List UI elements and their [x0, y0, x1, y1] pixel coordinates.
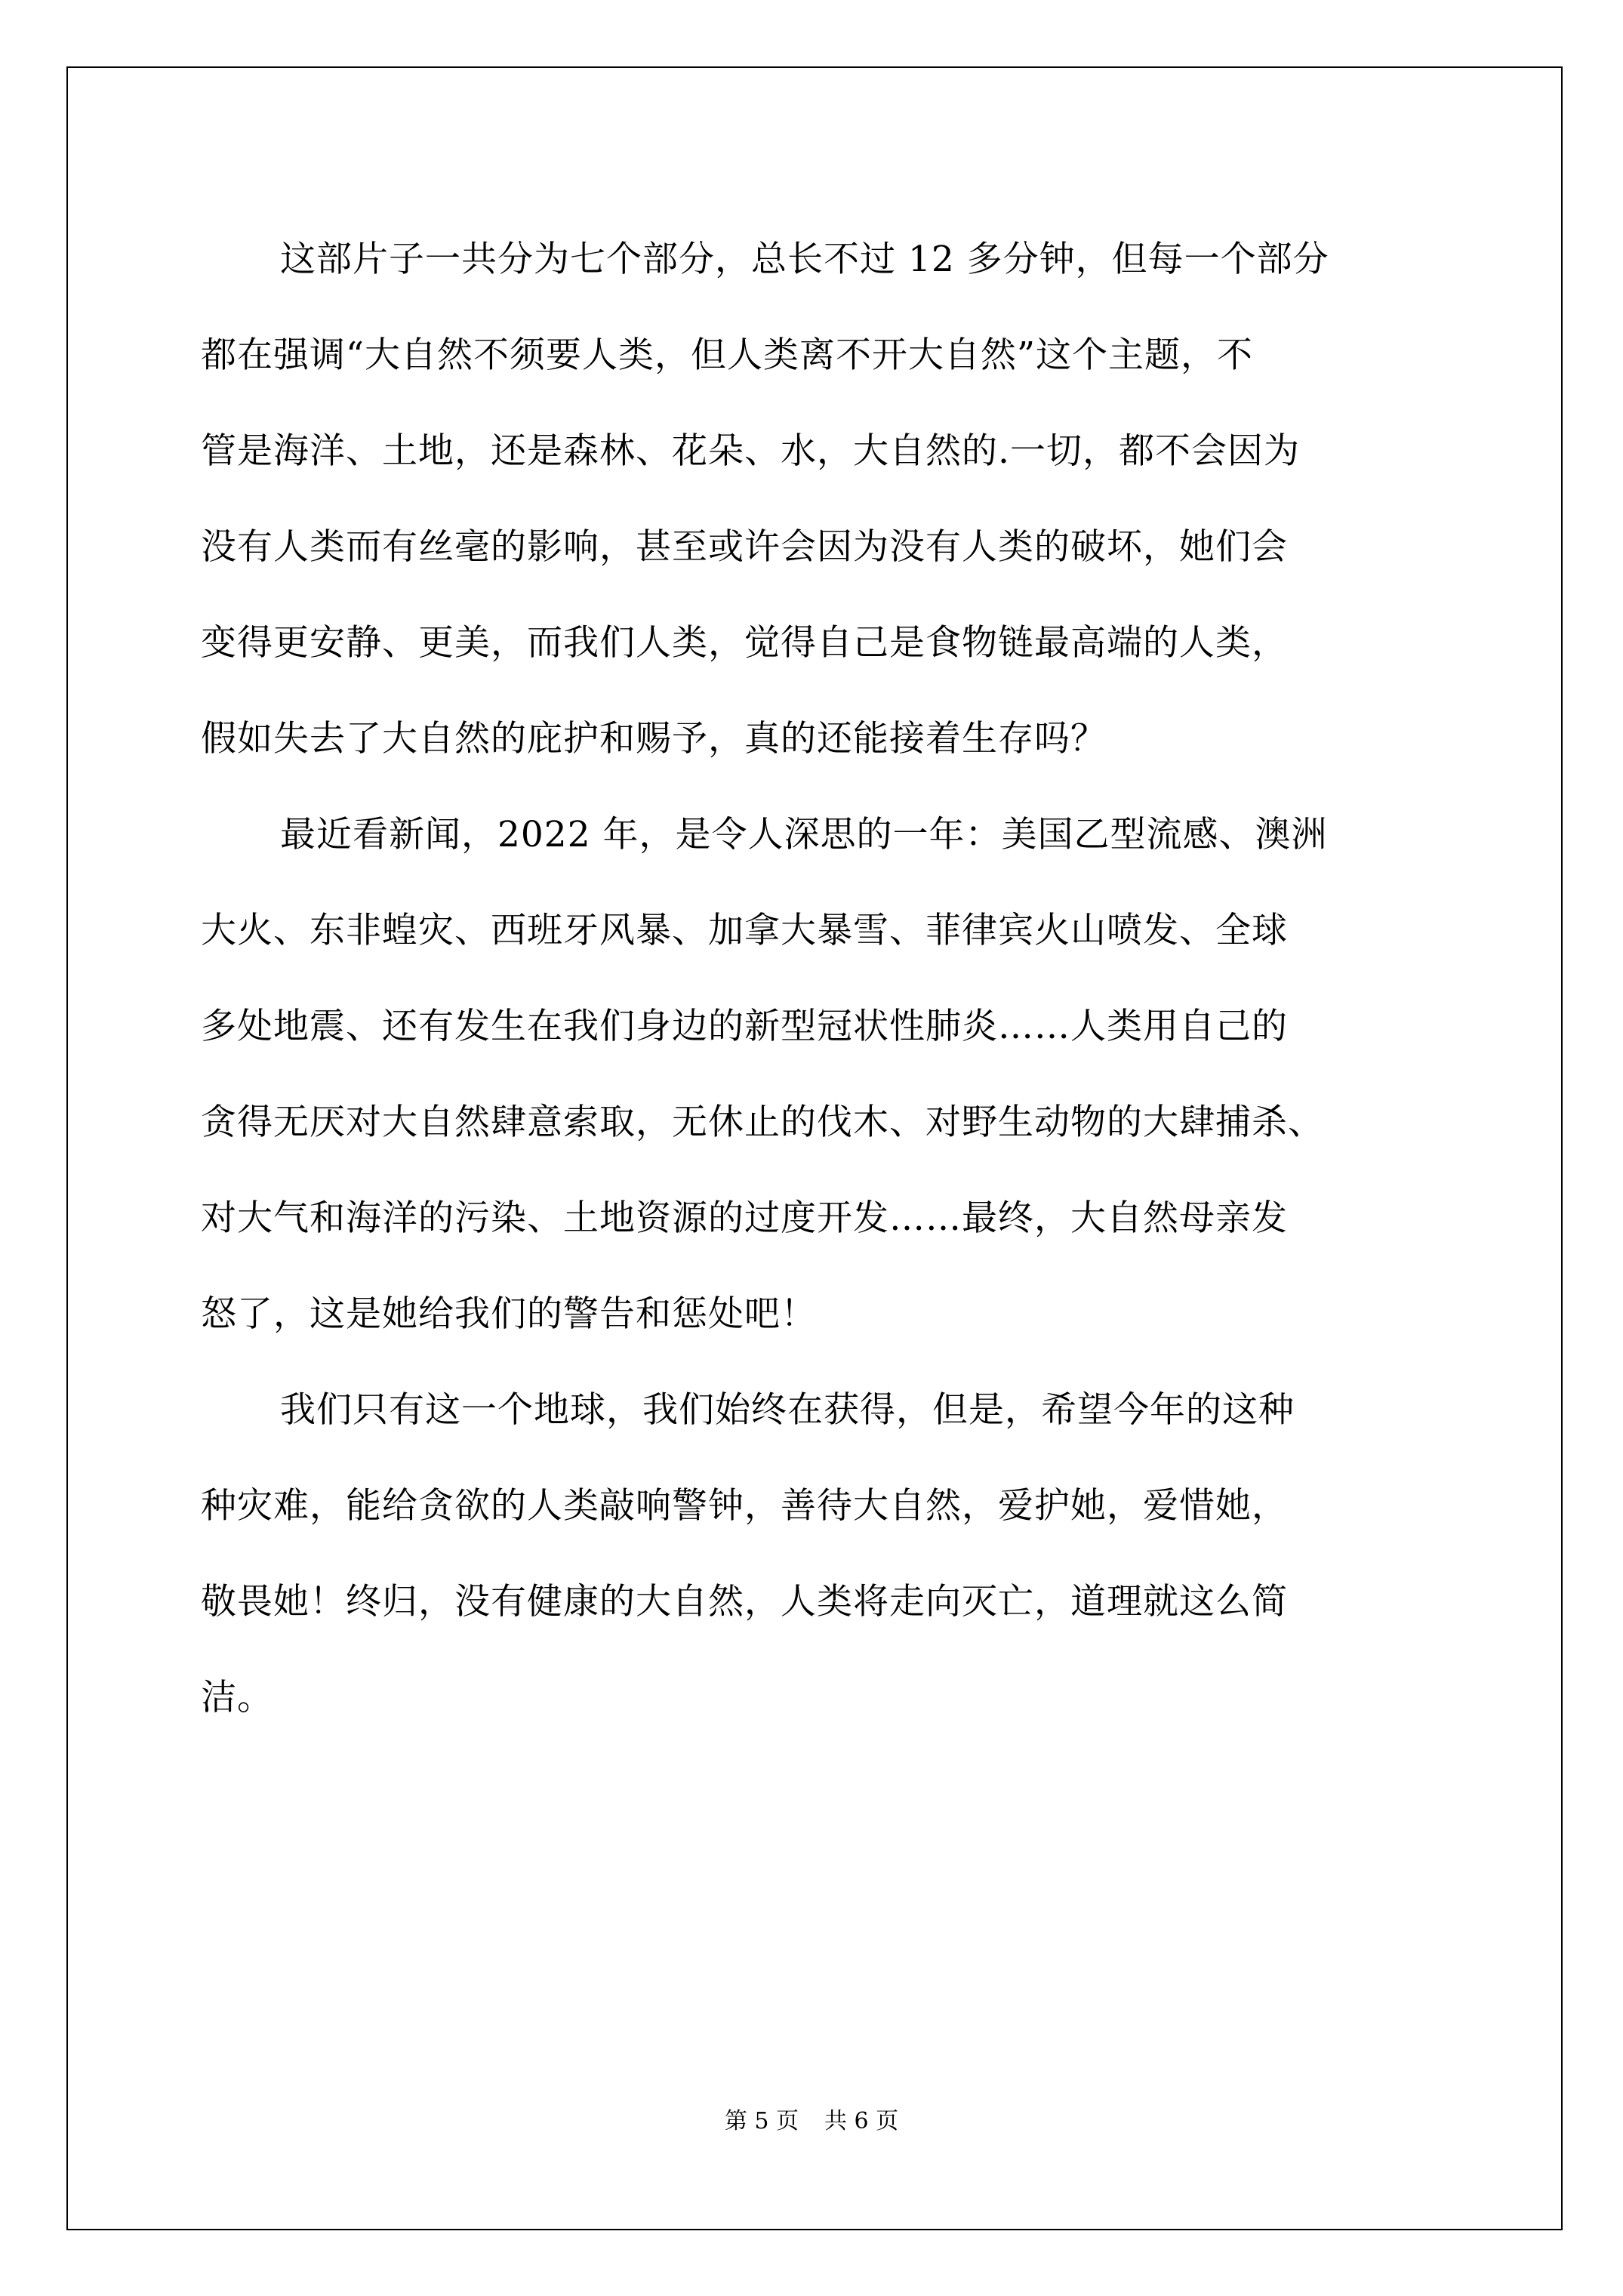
text-line: 管是海洋、土地，还是森林、花朵、水，大自然的.一切，都不会因为: [201, 430, 1300, 472]
text-line: 大火、东非蝗灾、西班牙风暴、加拿大暴雪、菲律宾火山喷发、全球: [201, 910, 1288, 951]
text-line: 最近看新闻，2022 年，是令人深思的一年：美国乙型流感、澳洲: [280, 814, 1328, 855]
text-line: 假如失去了大自然的庇护和赐予，真的还能接着生存吗？: [201, 718, 1107, 760]
text-line: 这部片子一共分为七个部分，总长不过 12 多分钟，但每一个部分: [280, 239, 1329, 280]
text-line: 种灾难，能给贪欲的人类敲响警钟，善待大自然，爱护她，爱惜她，: [201, 1485, 1288, 1527]
text-line: 都在强调“大自然不须要人类，但人类离不开大自然”这个主题，不: [201, 334, 1254, 376]
paragraph-1: [201, 211, 1469, 787]
text-line: 多处地震、还有发生在我们身边的新型冠状性肺炎……人类用自己的: [201, 1006, 1288, 1047]
text-line: 对大气和海洋的污染、土地资源的过度开发……最终，大自然母亲发: [201, 1197, 1288, 1239]
paragraph-2: [201, 787, 1469, 1362]
page-number: 第 5 页: [724, 2108, 799, 2134]
text-line: 贪得无厌对大自然肆意索取，无休止的伐木、对野生动物的大肆捕杀、: [201, 1102, 1324, 1143]
text-line: 变得更安静、更美，而我们人类，觉得自己是食物链最高端的人类，: [201, 622, 1288, 664]
text-line: 我们只有这一个地球，我们始终在获得，但是，希望今年的这种: [280, 1389, 1295, 1431]
document-body: [201, 211, 1469, 1746]
paragraph-3: [201, 1362, 1469, 1746]
page-total: 共 6 页: [824, 2108, 899, 2134]
page-footer: [0, 2106, 1623, 2137]
text-line: 怒了，这是她给我们的警告和惩处吧！: [201, 1293, 817, 1335]
text-line: 敬畏她！终归，没有健康的大自然，人类将走向灭亡，道理就这么简: [201, 1581, 1288, 1623]
text-line: 没有人类而有丝毫的影响，甚至或许会因为没有人类的破坏，她们会: [201, 526, 1288, 568]
text-line: 洁。: [201, 1677, 273, 1718]
